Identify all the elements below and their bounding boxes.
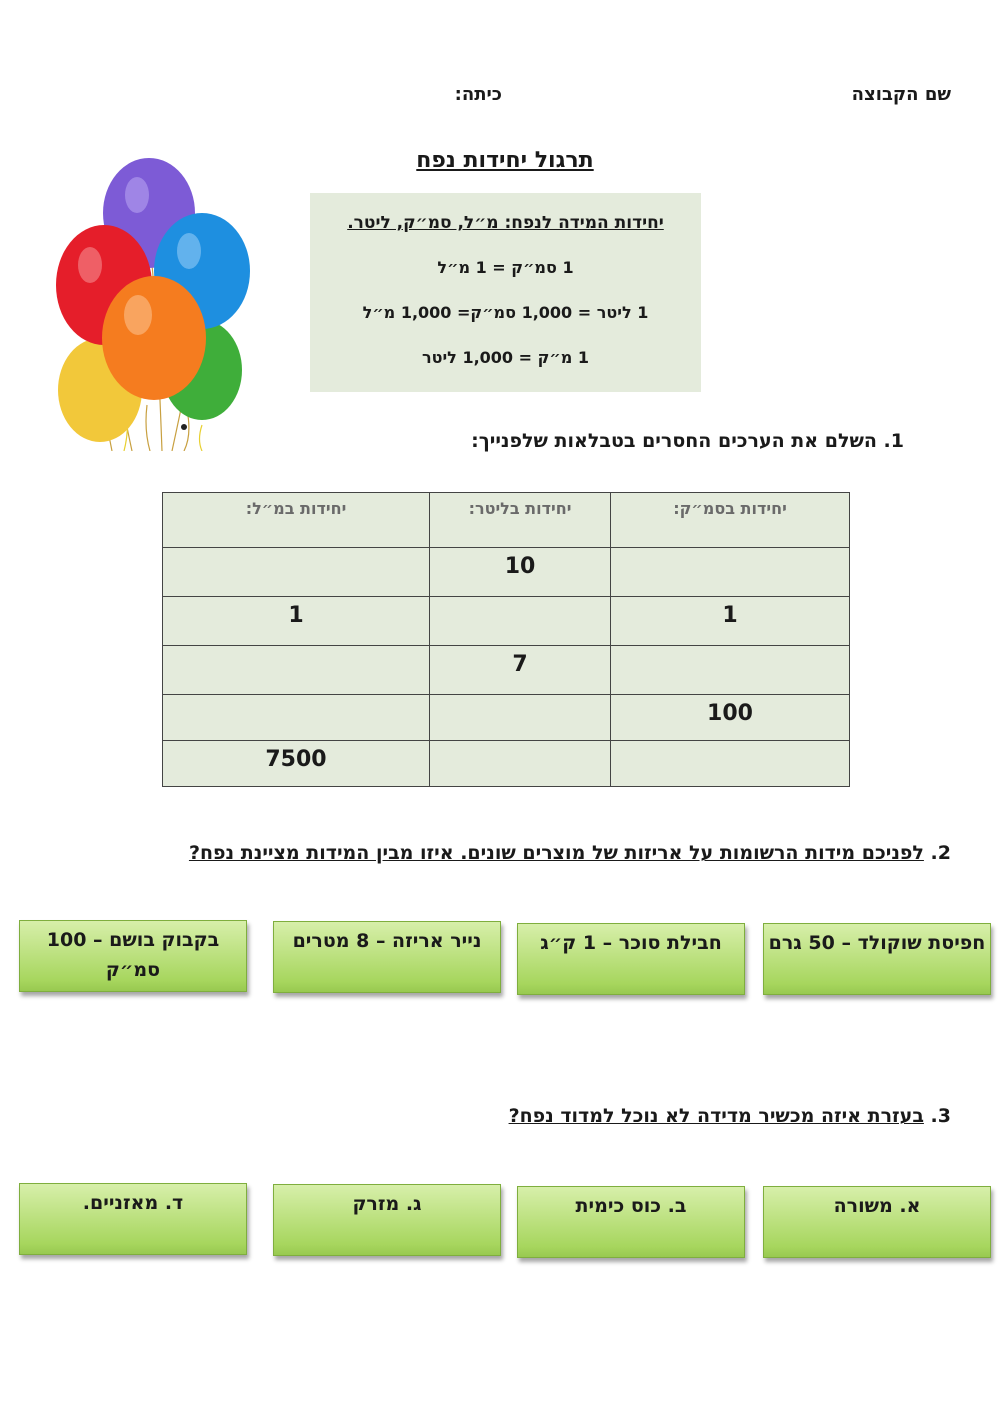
header-cc: יחידות בסמ״ק: [611, 493, 850, 548]
table-cell[interactable]: 1 [611, 597, 850, 646]
answer-option-sugar[interactable]: חבילת סוכר – 1 ק״ג [517, 923, 745, 995]
answer-option-perfume[interactable]: בקבוק בושם – 100 סמ״ק [19, 920, 247, 992]
table-cell[interactable]: 1 [163, 597, 430, 646]
table-cell[interactable] [611, 548, 850, 597]
balloons-image [52, 155, 252, 451]
answer-option-syringe[interactable]: ג. מזרק [273, 1184, 501, 1256]
question-1-text: השלם את הערכים החסרים בטבלאות שלפנייך: [471, 430, 877, 452]
table-cell[interactable]: 10 [430, 548, 611, 597]
answer-option-beaker[interactable]: ב. כוס כימית [517, 1186, 745, 1258]
table-cell[interactable] [430, 597, 611, 646]
info-heading: יחידות המידה לנפח: מ״ל, סמ״ק, ליטר. [347, 213, 664, 233]
header-ml: יחידות במ״ל: [163, 493, 430, 548]
answer-option-scale[interactable]: ד. מאזניים. [19, 1183, 247, 1255]
question-2-text: לפניכם מידות הרשומות על אריזות של מוצרים שונים. איזו מבין המידות מציינת נפח? [188, 842, 924, 864]
question-3 [509, 1105, 951, 1127]
page-title: תרגול יחידות נפח [416, 148, 594, 173]
table-cell[interactable] [163, 695, 430, 741]
answer-option-chocolate[interactable]: חפיסת שוקולד – 50 גרם [763, 923, 991, 995]
table-cell[interactable]: 7500 [163, 741, 430, 787]
table-cell[interactable] [163, 646, 430, 695]
group-name-label: שם הקבוצה [851, 84, 951, 105]
info-line-2: 1 ליטר = 1,000 סמ״ק= 1,000 מ״ל [362, 303, 649, 322]
table-cell[interactable] [430, 695, 611, 741]
question-3-number: 3. [930, 1105, 951, 1127]
table-row [163, 548, 850, 597]
info-line-1: 1 סמ״ק = 1 מ״ל [437, 258, 574, 277]
question-3-text: בעזרת איזה מכשיר מדידה לא נוכל למדוד נפח? [508, 1105, 924, 1127]
table-cell[interactable]: 7 [430, 646, 611, 695]
question-1-number: 1. [883, 430, 904, 452]
table-row [163, 597, 850, 646]
answer-option-measuring-cylinder[interactable]: א. משורה [763, 1186, 991, 1258]
info-line-3: 1 מ״ק = 1,000 ליטר [421, 348, 590, 367]
volume-units-info-box [310, 193, 701, 392]
table-row [163, 646, 850, 695]
table-cell[interactable] [430, 741, 611, 787]
table-cell[interactable] [611, 646, 850, 695]
answer-option-wrapping-paper[interactable]: נייר אריזה – 8 מטרים [273, 921, 501, 993]
table-cell[interactable]: 100 [611, 695, 850, 741]
table-header-row [163, 493, 850, 548]
question-1 [471, 430, 904, 452]
table-row [163, 741, 850, 787]
table-cell[interactable] [163, 548, 430, 597]
units-table [162, 492, 850, 787]
class-label: כיתה: [454, 84, 502, 105]
question-2 [189, 842, 951, 864]
question-2-number: 2. [930, 842, 951, 864]
table-row [163, 695, 850, 741]
table-cell[interactable] [611, 741, 850, 787]
header-liter: יחידות בליטר: [430, 493, 611, 548]
